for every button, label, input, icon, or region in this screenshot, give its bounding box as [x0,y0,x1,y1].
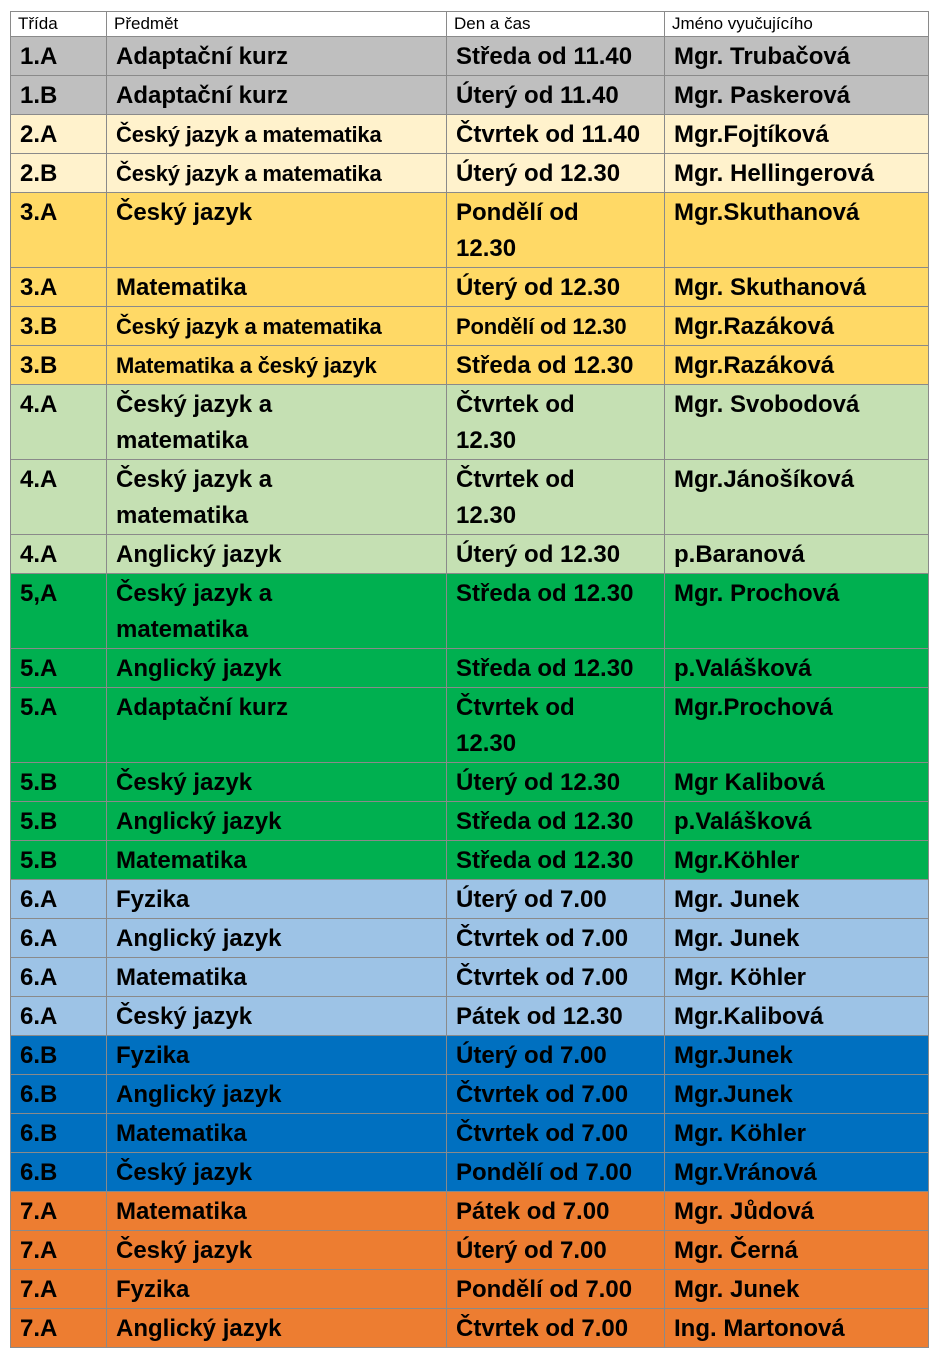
cell-class: 1.A [11,37,107,76]
cell-subject: Matematika [107,268,447,307]
cell-teacher: Ing. Martonová [665,1309,929,1348]
cell-time: Úterý od 12.30 [447,763,665,802]
table-row [11,193,929,268]
table-row [11,1270,929,1309]
cell-time: Pondělí od 7.00 [447,1270,665,1309]
cell-time: Úterý od 7.00 [447,1231,665,1270]
table-row [11,574,929,649]
header-teacher: Jméno vyučujícího [665,12,929,37]
cell-teacher: Mgr. Junek [665,1270,929,1309]
table-row [11,802,929,841]
cell-subject: Anglický jazyk [107,1075,447,1114]
table-row [11,649,929,688]
table-row [11,1036,929,1075]
cell-class: 7.A [11,1309,107,1348]
cell-class: 3.B [11,346,107,385]
cell-class: 6.B [11,1114,107,1153]
header-subject: Předmět [107,12,447,37]
table-row [11,268,929,307]
cell-teacher: Mgr.Junek [665,1075,929,1114]
cell-subject: Fyzika [107,880,447,919]
cell-time: Čtvrtek od 12.30 [447,688,665,763]
cell-subject: Český jazyk [107,763,447,802]
table-row [11,460,929,535]
cell-subject: Anglický jazyk [107,802,447,841]
cell-subject: Matematika [107,841,447,880]
cell-class: 6.B [11,1075,107,1114]
cell-class: 1.B [11,76,107,115]
table-row [11,1075,929,1114]
cell-teacher: Mgr.Razáková [665,346,929,385]
cell-teacher: Mgr. Köhler [665,1114,929,1153]
table-row [11,76,929,115]
cell-subject: Anglický jazyk [107,919,447,958]
cell-class: 6.A [11,919,107,958]
cell-subject: Český jazyk a matematika [107,115,447,154]
cell-teacher: Mgr.Kalibová [665,997,929,1036]
table-row [11,1231,929,1270]
cell-subject: Český jazyk [107,1231,447,1270]
cell-class: 6.A [11,997,107,1036]
cell-time: Čtvrtek od 7.00 [447,1075,665,1114]
cell-time: Čtvrtek od 7.00 [447,1114,665,1153]
cell-time: Úterý od 12.30 [447,154,665,193]
cell-teacher: Mgr.Skuthanová [665,193,929,268]
cell-time: Úterý od 12.30 [447,268,665,307]
table-row [11,1153,929,1192]
cell-class: 4.A [11,535,107,574]
cell-subject: Matematika [107,1114,447,1153]
table-row [11,115,929,154]
cell-time: Středa od 12.30 [447,346,665,385]
cell-subject: Anglický jazyk [107,1309,447,1348]
cell-teacher: Mgr.Razáková [665,307,929,346]
cell-time: Pátek od 7.00 [447,1192,665,1231]
cell-teacher: Mgr. Prochová [665,574,929,649]
cell-subject: Adaptační kurz [107,688,447,763]
cell-subject: Adaptační kurz [107,37,447,76]
cell-teacher: p.Baranová [665,535,929,574]
cell-class: 5.B [11,841,107,880]
header-time: Den a čas [447,12,665,37]
cell-subject: Fyzika [107,1270,447,1309]
cell-class: 3.A [11,193,107,268]
header-class: Třída [11,12,107,37]
cell-subject: Matematika [107,958,447,997]
table-row [11,997,929,1036]
cell-time: Úterý od 11.40 [447,76,665,115]
cell-class: 5,A [11,574,107,649]
cell-teacher: Mgr. Skuthanová [665,268,929,307]
cell-class: 3.B [11,307,107,346]
cell-time: Středa od 12.30 [447,802,665,841]
cell-subject: Český jazyk a matematika [107,460,447,535]
cell-subject: Český jazyk a matematika [107,307,447,346]
cell-class: 6.B [11,1153,107,1192]
table-row [11,535,929,574]
cell-class: 7.A [11,1231,107,1270]
cell-time: Čtvrtek od 11.40 [447,115,665,154]
cell-teacher: p.Valášková [665,802,929,841]
cell-subject: Český jazyk a matematika [107,154,447,193]
cell-teacher: Mgr. Černá [665,1231,929,1270]
cell-time: Čtvrtek od 7.00 [447,958,665,997]
table-row [11,841,929,880]
cell-subject: Matematika a český jazyk [107,346,447,385]
cell-time: Čtvrtek od 12.30 [447,385,665,460]
schedule-table [10,11,929,1348]
cell-time: Středa od 12.30 [447,841,665,880]
cell-subject: Adaptační kurz [107,76,447,115]
cell-class: 7.A [11,1270,107,1309]
cell-teacher: Mgr. Paskerová [665,76,929,115]
cell-class: 5.A [11,688,107,763]
cell-teacher: Mgr.Fojtíková [665,115,929,154]
cell-teacher: Mgr.Jánošíková [665,460,929,535]
cell-teacher: Mgr Kalibová [665,763,929,802]
cell-teacher: Mgr. Köhler [665,958,929,997]
cell-class: 7.A [11,1192,107,1231]
cell-class: 5.B [11,802,107,841]
cell-teacher: Mgr. Jůdová [665,1192,929,1231]
table-row [11,37,929,76]
cell-time: Čtvrtek od 12.30 [447,460,665,535]
table-row [11,688,929,763]
cell-subject: Fyzika [107,1036,447,1075]
cell-time: Pátek od 12.30 [447,997,665,1036]
cell-time: Úterý od 7.00 [447,1036,665,1075]
cell-time: Úterý od 12.30 [447,535,665,574]
cell-subject: Český jazyk [107,997,447,1036]
cell-class: 6.B [11,1036,107,1075]
cell-teacher: Mgr. Hellingerová [665,154,929,193]
header-row [11,12,929,37]
cell-teacher: Mgr.Prochová [665,688,929,763]
table-row [11,346,929,385]
cell-subject: Český jazyk a matematika [107,574,447,649]
table-row [11,763,929,802]
cell-class: 3.A [11,268,107,307]
cell-class: 2.B [11,154,107,193]
cell-time: Čtvrtek od 7.00 [447,919,665,958]
cell-class: 5.B [11,763,107,802]
table-row [11,1192,929,1231]
table-row [11,307,929,346]
cell-time: Středa od 11.40 [447,37,665,76]
cell-time: Úterý od 7.00 [447,880,665,919]
cell-time: Středa od 12.30 [447,574,665,649]
cell-time: Pondělí od 7.00 [447,1153,665,1192]
cell-subject: Matematika [107,1192,447,1231]
cell-subject: Český jazyk [107,193,447,268]
cell-class: 5.A [11,649,107,688]
table-row [11,154,929,193]
cell-time: Pondělí od 12.30 [447,307,665,346]
cell-class: 6.A [11,880,107,919]
cell-class: 4.A [11,460,107,535]
cell-time: Čtvrtek od 7.00 [447,1309,665,1348]
table-body [11,37,929,1348]
cell-subject: Anglický jazyk [107,535,447,574]
cell-teacher: Mgr. Junek [665,880,929,919]
cell-teacher: p.Valášková [665,649,929,688]
table-row [11,880,929,919]
cell-class: 6.A [11,958,107,997]
cell-teacher: Mgr. Svobodová [665,385,929,460]
cell-class: 2.A [11,115,107,154]
table-row [11,1309,929,1348]
cell-teacher: Mgr.Köhler [665,841,929,880]
cell-teacher: Mgr.Junek [665,1036,929,1075]
table-row [11,385,929,460]
cell-teacher: Mgr. Junek [665,919,929,958]
cell-subject: Český jazyk [107,1153,447,1192]
cell-teacher: Mgr. Trubačová [665,37,929,76]
table-row [11,958,929,997]
cell-class: 4.A [11,385,107,460]
cell-time: Středa od 12.30 [447,649,665,688]
table-row [11,1114,929,1153]
cell-time: Pondělí od 12.30 [447,193,665,268]
cell-subject: Český jazyk a matematika [107,385,447,460]
cell-teacher: Mgr.Vránová [665,1153,929,1192]
table-row [11,919,929,958]
cell-subject: Anglický jazyk [107,649,447,688]
